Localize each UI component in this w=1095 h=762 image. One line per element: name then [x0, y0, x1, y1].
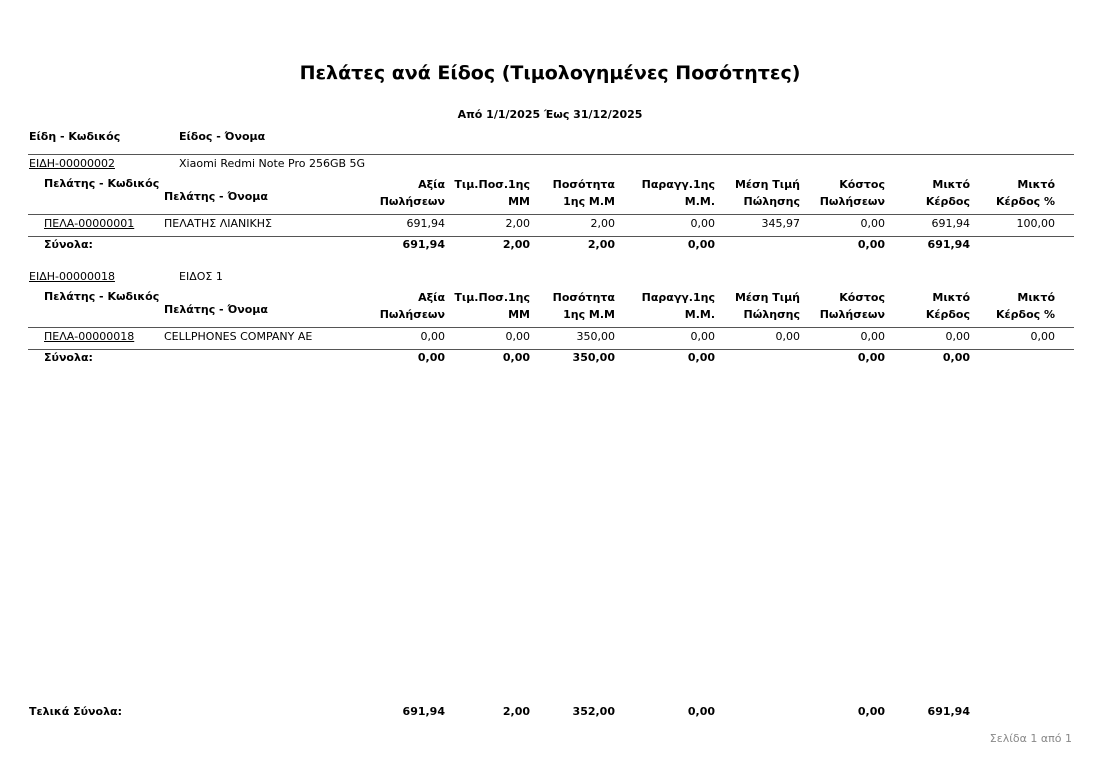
column-header-line2: Κέρδος %	[995, 308, 1055, 321]
cell-quantity: 350,00	[576, 330, 615, 343]
column-header-gross-profit	[926, 289, 970, 323]
column-header-line2: Πώλησης	[743, 195, 800, 208]
row-divider	[28, 327, 1074, 328]
column-header-line1: Κόστος	[839, 178, 885, 191]
column-header-cost	[820, 289, 885, 323]
cell-orders: 0,00	[690, 330, 715, 343]
cell-cost: 0,00	[860, 217, 885, 230]
column-header-line2: ΜΜ	[508, 308, 530, 321]
column-header-gross-profit-pct	[996, 176, 1055, 210]
column-header-line2: Κέρδος %	[995, 195, 1055, 208]
customer-name: ΠΕΛΑΤΗΣ ΛΙΑΝΙΚΗΣ	[164, 217, 272, 230]
column-header-unit-price	[454, 289, 530, 323]
total-unit-price: 0,00	[502, 351, 530, 364]
group-totals-label: Σύνολα:	[44, 238, 93, 251]
cell-gross-profit: 691,94	[931, 217, 970, 230]
column-header-cost	[820, 176, 885, 210]
total-sales-value: 691,94	[402, 238, 445, 251]
total-gross-profit: 0,00	[942, 351, 970, 364]
column-header-line2: Πωλήσεων	[819, 195, 885, 208]
group-totals-label: Σύνολα:	[44, 351, 93, 364]
customer-code-link[interactable]: ΠΕΛΑ-00000018	[44, 330, 135, 343]
page-number: Σελίδα 1 από 1	[989, 732, 1072, 745]
item-code-header: Είδη - Κωδικός	[29, 130, 121, 143]
column-header-line2: Πωλήσεων	[379, 308, 445, 321]
column-header-line2: 1ης Μ.Μ	[563, 308, 615, 321]
total-sales-value: 0,00	[417, 351, 445, 364]
column-header-line1: Μέση Τιμή	[734, 291, 800, 304]
item-name: ΕΙΔΟΣ 1	[179, 270, 223, 283]
grand-totals-label: Τελικά Σύνολα:	[29, 705, 122, 718]
total-cost: 0,00	[857, 351, 885, 364]
total-quantity: 2,00	[587, 238, 615, 251]
column-header-line1: Παραγγ.1ης	[641, 291, 715, 304]
column-header-line1: Κόστος	[839, 291, 885, 304]
cell-quantity: 2,00	[590, 217, 615, 230]
item-name: Xiaomi Redmi Note Pro 256GB 5G	[179, 157, 366, 170]
column-header-line1: Αξία	[418, 178, 445, 191]
column-header-line2: Πώλησης	[743, 308, 800, 321]
customer-name-header: Πελάτης - Όνομα	[164, 303, 268, 316]
column-header-line1: Μικτό	[932, 291, 970, 304]
column-header-line2: Μ.Μ.	[684, 195, 715, 208]
total-unit-price: 2,00	[502, 238, 530, 251]
total-gross-profit: 691,94	[927, 238, 970, 251]
column-header-line1: Μέση Τιμή	[734, 178, 800, 191]
column-header-gross-profit	[926, 176, 970, 210]
column-header-line2: ΜΜ	[508, 195, 530, 208]
column-header-line1: Τιμ.Ποσ.1ης	[454, 291, 530, 304]
column-header-avg-price	[735, 176, 800, 210]
customer-name-header: Πελάτης - Όνομα	[164, 190, 268, 203]
cell-sales-value: 0,00	[420, 330, 445, 343]
grand-total-quantity: 352,00	[572, 705, 615, 718]
cell-unit-price: 2,00	[505, 217, 530, 230]
cell-gross-profit-pct: 0,00	[1030, 330, 1055, 343]
column-header-line2: 1ης Μ.Μ	[563, 195, 615, 208]
column-header-line2: Πωλήσεων	[379, 195, 445, 208]
column-header-orders	[642, 176, 715, 210]
column-header-line1: Μικτό	[1017, 291, 1055, 304]
column-header-line2: Κέρδος	[925, 195, 970, 208]
column-header-line1: Μικτό	[932, 178, 970, 191]
total-orders: 0,00	[687, 238, 715, 251]
total-cost: 0,00	[857, 238, 885, 251]
totals-divider	[28, 349, 1074, 350]
grand-total-unit-price: 2,00	[502, 705, 530, 718]
cell-gross-profit-pct: 100,00	[1016, 217, 1055, 230]
cell-unit-price: 0,00	[505, 330, 530, 343]
column-header-line1: Μικτό	[1017, 178, 1055, 191]
report-title: Πελάτες ανά Είδος (Τιμολογημένες Ποσότητες)	[299, 62, 801, 84]
customer-code-link[interactable]: ΠΕΛΑ-00000001	[44, 217, 135, 230]
column-header-line2: Μ.Μ.	[684, 308, 715, 321]
cell-sales-value: 691,94	[406, 217, 445, 230]
customer-code-header: Πελάτης - Κωδικός	[44, 177, 160, 190]
grand-total-sales-value: 691,94	[402, 705, 445, 718]
cell-avg-price: 0,00	[775, 330, 800, 343]
item-code-link[interactable]: ΕΙΔΗ-00000002	[29, 157, 115, 170]
column-header-gross-profit-pct	[996, 289, 1055, 323]
total-orders: 0,00	[687, 351, 715, 364]
column-header-avg-price	[735, 289, 800, 323]
grand-total-gross-profit: 691,94	[927, 705, 970, 718]
cell-orders: 0,00	[690, 217, 715, 230]
totals-divider	[28, 236, 1074, 237]
column-header-quantity	[553, 176, 615, 210]
item-name-header: Είδος - Όνομα	[179, 130, 266, 143]
customer-code-header: Πελάτης - Κωδικός	[44, 290, 160, 303]
item-code-link[interactable]: ΕΙΔΗ-00000018	[29, 270, 115, 283]
customer-name: CELLPHONES COMPANY AE	[164, 330, 313, 343]
column-header-line2: Πωλήσεων	[819, 308, 885, 321]
column-header-sales-value	[380, 289, 445, 323]
column-header-unit-price	[454, 176, 530, 210]
row-divider	[28, 214, 1074, 215]
column-header-line1: Τιμ.Ποσ.1ης	[454, 178, 530, 191]
column-header-line1: Παραγγ.1ης	[641, 178, 715, 191]
column-header-line2: Κέρδος	[925, 308, 970, 321]
total-quantity: 350,00	[572, 351, 615, 364]
column-header-sales-value	[380, 176, 445, 210]
header-divider	[28, 154, 1074, 155]
cell-cost: 0,00	[860, 330, 885, 343]
column-header-line1: Ποσότητα	[552, 178, 615, 191]
cell-avg-price: 345,97	[761, 217, 800, 230]
column-header-line1: Αξία	[418, 291, 445, 304]
cell-gross-profit: 0,00	[945, 330, 970, 343]
column-header-line1: Ποσότητα	[552, 291, 615, 304]
report-period: Από 1/1/2025 Έως 31/12/2025	[457, 108, 643, 121]
grand-total-orders: 0,00	[687, 705, 715, 718]
column-header-orders	[642, 289, 715, 323]
grand-total-cost: 0,00	[857, 705, 885, 718]
column-header-quantity	[553, 289, 615, 323]
